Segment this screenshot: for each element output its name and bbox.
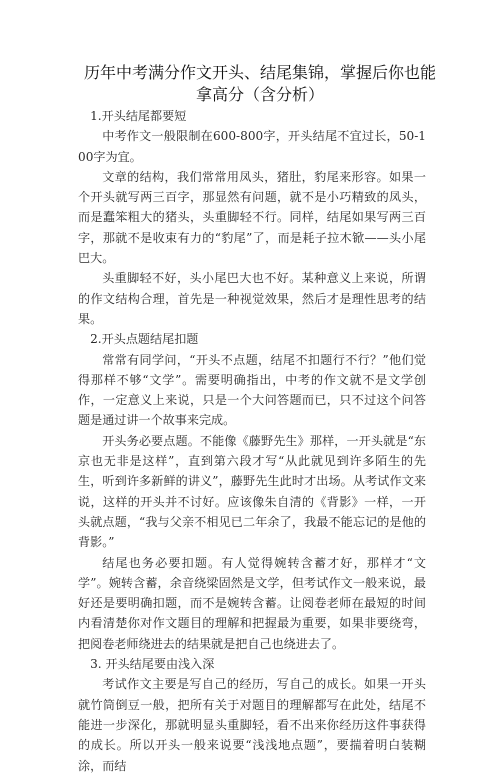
paragraph: 开头务必要点题。不能像《藤野先生》那样，一开头就是“东京也无非是这样”，直到第六段才写“从此就见到许多陌生的先生，听到许多新鲜的讲义”，藤野先生此时才出场。从考试作文来说，这样的开头并不讨好。应该像朱自清的《背影》一样，一开头就点题，“我与父亲不相见已二年余了，我最不能忘记的是他的背影。”: [78, 433, 426, 550]
paragraph: 文章的结构，我们常常用凤头，猪肚，豹尾来形容。如果一个开头就写两三百字，那显然有问题，就不是小巧精致的凤头，而是蠢笨粗大的猪头，头重脚轻不行。同样，结尾如果写两三百字，那就不是收束有力的“豹尾”了，而是耗子拉木锨——头小尾巴大。: [78, 169, 426, 266]
paragraph: 中考作文一般限制在600-800字，开头结尾不宜过长，50-100字为宜。: [78, 129, 426, 164]
paragraph: 头重脚轻不好，头小尾巴大也不好。某种意义上来说，所谓的作文结构合理，首先是一种视觉效果，然后才是理性思考的结果。: [78, 271, 426, 326]
section-heading-2: 2.开头点题结尾扣题: [90, 332, 199, 347]
paragraph: 考试作文主要是写自己的经历，写自己的成长。如果一开头就竹筒倒豆一般，把所有关于对题目的理解都写在此处，结尾不能进一步深化，那就明显头重脚轻，看不出来你经历这件事获得的成长。所以开头一般来说要“浅浅地点题”，要揣着明白装糊涂，而结: [78, 677, 426, 773]
paragraph: 常常有同学问，“开头不点题，结尾不扣题行不行？”他们觉得那样不够“文学”。需要明确指出，中考的作文就不是文学创作，一定意义上来说，只是一个大问答题而已，只不过这个问答题是通过讲一个故事来完成。: [78, 352, 426, 428]
paragraph: 结尾也务必要扣题。有人觉得婉转含蓄才好，那样才“文学”。婉转含蓄，余音绕梁固然是文学，但考试作文一般来说，最好还是要明确扣题，而不是婉转含蓄。让阅卷老师在最短的时间内看清楚你对作文题目的理解和把握最为重要，如果非要绕弯，把阅卷老师绕进去的结果就是把自己也绕进去了。: [78, 555, 426, 651]
document-body: [78, 106, 426, 776]
section-heading-3: 3. 开头结尾要由浅入深: [90, 657, 215, 672]
document-title: 历年中考满分作文开头、结尾集锦，掌握后你也能拿高分（含分析）: [83, 63, 436, 104]
section-heading-1: 1.开头结尾都要短: [90, 109, 187, 123]
